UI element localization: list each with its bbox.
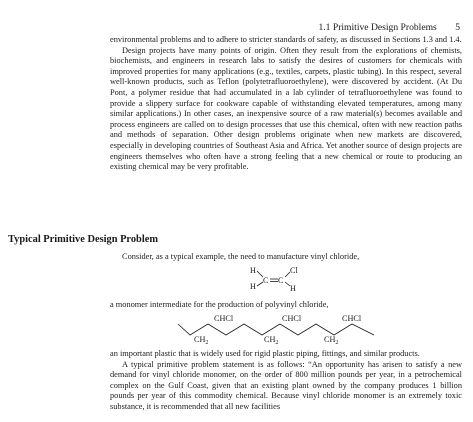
running-head-section: 1.1 Primitive Design Problems (318, 22, 437, 33)
pvc-unit-chcl-1: CHCl (214, 314, 234, 323)
vc-atom-cl: Cl (290, 266, 298, 275)
pvc-diagram (178, 312, 378, 344)
page-number: 5 (455, 22, 460, 33)
pvc-chain-backbone (178, 324, 374, 335)
vc-atom-h3: H (290, 284, 296, 293)
pvc-unit-ch2-3: $CH_2$ (324, 335, 339, 346)
pvc-unit-ch2-1: $CH_2$ (194, 335, 209, 346)
paragraph-problem-statement: A typical primitive problem statement is as follows: “An opportunity has arisen to satisfy a new demand for vinyl chloride monomer, on the order of 800 million pounds per year, in a petrochemical complex on the Gulf Coast, given that an existing plant owned by the company produces 1 billion pounds per year of this commodity chemical. Because vinyl chloride monomer is an extremely toxic substance, it is recommended that all new facilities (110, 359, 462, 411)
running-head (300, 22, 460, 33)
vinyl-chloride-diagram (250, 264, 310, 294)
vc-atom-c1: C (263, 276, 269, 285)
paragraph-monomer: a monomer intermediate for the production of polyvinyl chloride, (110, 300, 329, 309)
vinyl-chloride-structure (250, 264, 310, 294)
paragraph-continuation: environmental problems and to adhere to stricter standards of safety, as discussed in Sections 1.3 and 1.4. (110, 35, 462, 44)
pvc-unit-chcl-2: CHCl (282, 314, 302, 323)
vc-atom-h2: H (250, 282, 256, 291)
pvc-unit-ch2-2: $CH_2$ (264, 335, 279, 346)
vc-atom-h1: H (250, 266, 256, 275)
body-text-bottom (110, 349, 462, 413)
paragraph-plastic: an important plastic that is widely used for rigid plastic piping, fittings, and similar products. (110, 349, 420, 358)
body-text-top (110, 35, 462, 173)
paragraph-consider: Consider, as a typical example, the need to manufacture vinyl chloride, (122, 252, 360, 261)
pvc-structure (178, 312, 378, 344)
paragraph-design-origins: Design projects have many points of origin. Often they result from the explorations of chemists, biochemists, and engineers in research labs to satisfy the desires of customers for chemicals with improved properties for many applications (e.g., textiles, carpets, plastic tubing). In this respect, several well-known products, such as Teflon (polytetrafluoroethylene), were discovered by accident. (At Du Pont, a polymer residue that had accumulated in a lab cylinder of tetrafluoroethylene was found to provide a slippery surface for cookware capable of withstanding elevated temperatures, among many similar applications.) In other cases, an inexpensive source of a raw material(s) becomes available and process engineers are called on to design processes that use this chemical, often with new reaction paths and methods of separation. Other design problems originate when new markets are discovered, especially in developing countries of Southeast Asia and Africa. Yet another source of design projects are engineers themselves who often have a strong feeling that a new chemical or route to producing an existing chemical may be very profitable. (110, 45, 462, 172)
pvc-unit-chcl-3: CHCl (342, 314, 362, 323)
section-heading: Typical Primitive Design Problem (8, 234, 158, 245)
vc-atom-c2: C (278, 276, 284, 285)
